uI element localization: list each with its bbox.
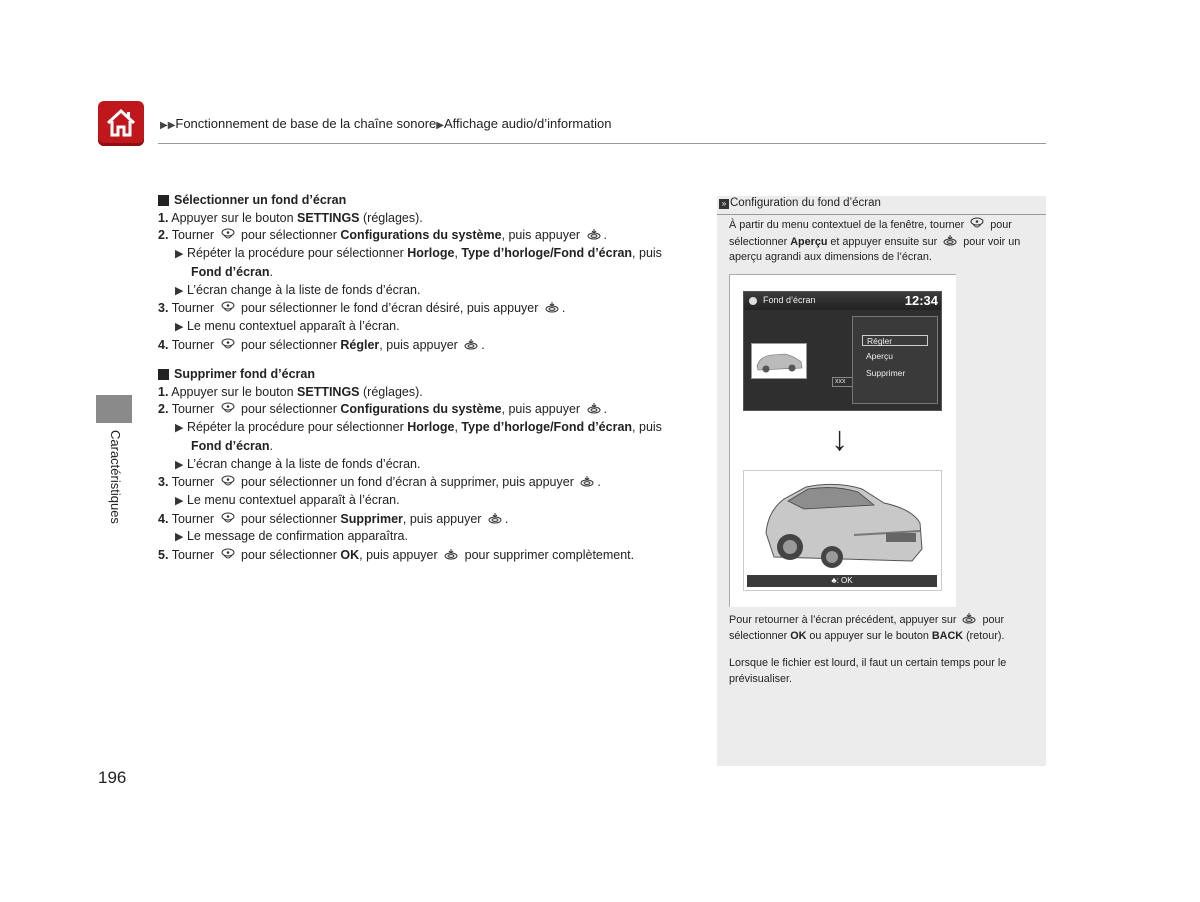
screen-title-bar	[744, 292, 941, 310]
note-paragraph-2: Pour retourner à l’écran précédent, appuyer sur pour sélectionner OK ou appuyer sur le bouton BACK (retour).	[729, 614, 1005, 642]
selector-knob-icon	[221, 475, 235, 488]
double-arrow-icon: ▶▶	[160, 120, 176, 131]
wallpaper-thumbnail	[751, 343, 807, 379]
press-knob-icon	[545, 301, 559, 314]
back-icon	[749, 297, 757, 305]
section2-title: Supprimer fond d’écran	[174, 367, 315, 381]
ok-bar[interactable]	[747, 575, 937, 587]
menu-item-apercu[interactable]: Aperçu	[866, 351, 893, 361]
press-knob-icon: ♣	[831, 576, 837, 585]
main-column	[158, 192, 703, 354]
press-knob-icon	[587, 402, 601, 415]
home-icon	[105, 107, 137, 139]
breadcrumb	[160, 116, 611, 131]
selector-knob-icon	[221, 301, 235, 314]
sub-step: ▶ Répéter la procédure pour sélectionner Horloge, Type d’horloge/Fond d’écran, puis	[175, 420, 662, 435]
step: 4. Tourner pour sélectionner Régler, puis appuyer .	[158, 337, 485, 352]
step: 2. Tourner pour sélectionner Configurations du système, puis appuyer .	[158, 228, 608, 243]
home-button[interactable]	[98, 101, 144, 146]
selector-knob-icon	[221, 512, 235, 525]
sub-step: ▶ Le message de confirmation apparaîtra.	[175, 529, 408, 544]
sub-step: Fond d’écran.	[191, 264, 273, 279]
car-preview-image	[744, 471, 941, 575]
arrow-icon: ▶	[175, 422, 184, 435]
selector-knob-icon	[221, 228, 235, 241]
down-arrow-icon: ↓	[831, 420, 848, 458]
side-tab-label: Caractéristiques	[108, 430, 123, 524]
press-knob-icon	[464, 338, 478, 351]
ok-label: : OK	[836, 576, 853, 585]
wallpaper-preview-screen	[743, 470, 942, 591]
arrow-icon: ▶	[175, 248, 184, 261]
screen-title: Fond d’écran	[763, 295, 816, 305]
sub-step: ▶ Le menu contextuel apparaît à l’écran.	[175, 318, 400, 333]
breadcrumb-part1[interactable]: Fonctionnement de base de la chaîne sonore	[175, 116, 437, 131]
step: 1. Appuyer sur le bouton SETTINGS (réglages).	[158, 384, 423, 399]
press-knob-icon	[943, 234, 957, 247]
selected-list-item[interactable]: xxx	[832, 377, 858, 387]
car-thumbnail-image	[752, 344, 806, 378]
selector-knob-icon	[221, 402, 235, 415]
press-knob-icon	[580, 475, 594, 488]
page-number: 196	[98, 768, 127, 787]
step: 3. Tourner pour sélectionner le fond d’écran désiré, puis appuyer .	[158, 301, 566, 316]
selector-knob-icon	[970, 217, 984, 230]
press-knob-icon	[488, 512, 502, 525]
selector-knob-icon	[221, 548, 235, 561]
clock: 12:34	[904, 293, 938, 308]
step: 3. Tourner pour sélectionner un fond d’écran à supprimer, puis appuyer .	[158, 475, 601, 490]
sub-step: ▶ L’écran change à la liste de fonds d’écran.	[175, 282, 421, 297]
sub-step: ▶ L’écran change à la liste de fonds d’écran.	[175, 456, 421, 471]
note-header	[717, 196, 1046, 215]
square-bullet-icon	[158, 369, 169, 380]
note-paragraph-3: Lorsque le fichier est lourd, il faut un certain temps pour le prévisualiser.	[729, 657, 1007, 685]
header-divider	[158, 143, 1046, 144]
menu-item-supprimer[interactable]: Supprimer	[866, 368, 906, 378]
breadcrumb-part2[interactable]: Affichage audio/d’information	[444, 116, 612, 131]
selector-knob-icon	[221, 338, 235, 351]
main-column-2	[158, 366, 703, 565]
note-title: Configuration du fond d’écran	[730, 197, 881, 209]
arrow-icon: ▶	[175, 284, 184, 297]
section1-heading	[158, 192, 703, 210]
wallpaper-menu-screen	[743, 291, 942, 411]
step: 5. Tourner pour sélectionner OK, puis appuyer pour supprimer complètement.	[158, 548, 635, 563]
sub-step: Fond d’écran.	[191, 438, 273, 453]
side-tab-marker[interactable]	[96, 395, 132, 423]
arrow-icon: ▶	[175, 531, 184, 544]
press-knob-icon	[587, 228, 601, 241]
context-menu	[852, 316, 938, 404]
arrow-icon: ▶	[175, 494, 184, 507]
press-knob-icon	[962, 612, 976, 625]
square-bullet-icon	[158, 195, 169, 206]
step: 2. Tourner pour sélectionner Configurations du système, puis appuyer .	[158, 402, 608, 417]
sub-step: ▶ Le menu contextuel apparaît à l’écran.	[175, 492, 400, 507]
section1-title: Sélectionner un fond d’écran	[174, 193, 347, 207]
press-knob-icon	[444, 548, 458, 561]
step: 1. Appuyer sur le bouton SETTINGS (réglages).	[158, 210, 423, 225]
section2-heading	[158, 366, 703, 384]
note-paragraph-1: À partir du menu contextuel de la fenêtre, tourner pour sélectionner Aperçu et appuyer ensuite sur pour voir un aperçu agrandi aux dimensions de l’écran.	[729, 219, 1021, 264]
sub-step: ▶ Répéter la procédure pour sélectionner Horloge, Type d’horloge/Fond d’écran, puis	[175, 246, 662, 261]
arrow-icon: ▶	[175, 320, 184, 333]
menu-item-regler[interactable]: Régler	[862, 335, 928, 346]
note-link-icon[interactable]: »	[719, 199, 729, 209]
step: 4. Tourner pour sélectionner Supprimer, puis appuyer .	[158, 511, 509, 526]
arrow-icon: ▶	[175, 458, 184, 471]
arrow-icon: ▶	[436, 120, 444, 131]
